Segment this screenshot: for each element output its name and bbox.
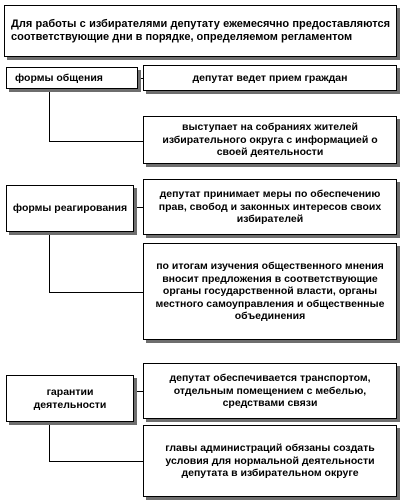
category-title: формы реагирования [12,202,128,215]
connector-line [49,461,143,462]
connector-line [49,232,50,292]
item-text: по итогам изучения общественного мнения вносит предложения в соответствующие органы государственной власти, органы местного самоуправления и общественные объединения [155,260,385,323]
item-box [143,363,397,419]
category-title: гарантии деятельности [33,385,107,411]
item-text: депутат ведет прием граждан [192,71,348,84]
item-text: депутат обеспечивается транспортом, отдельным помещением с мебелью, средствами связи [169,372,371,410]
item-box [143,179,397,235]
category-box-guarantees [6,375,134,422]
category-box-response [6,185,134,232]
intro-text: Для работы с избирателями депутату ежемесячно предоставляются соответствующие дни в порядке, определяемом регламентом [11,17,390,43]
item-box [143,65,397,91]
item-text: главы администраций обязаны создать условия для нормальной деятельности депутата в избирательном округе [165,442,375,480]
item-box [143,243,397,340]
item-box [143,425,397,497]
category-title: формы общения [15,71,103,84]
connector-line [49,422,50,461]
item-box [143,116,397,164]
connector-line [49,141,143,142]
item-text: депутат принимает меры по обеспечению прав, свобод и законных интересов своих избирателей [158,188,382,226]
connector-line [49,292,143,293]
category-box-communication [6,67,138,89]
intro-box [4,5,397,57]
item-text: выступает на собраниях жителей избирательного округа с информацией о своей деятельности [162,121,378,159]
connector-line [134,391,143,392]
connector-line [134,207,143,208]
connector-line [49,89,50,141]
